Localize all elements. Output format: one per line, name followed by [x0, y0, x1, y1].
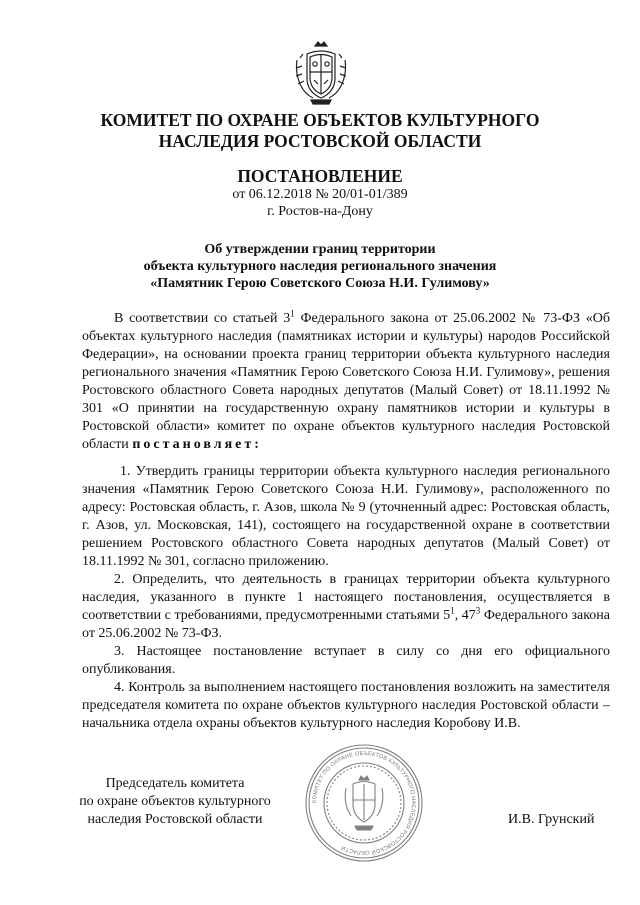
signatory-name: И.В. Грунский — [508, 812, 595, 827]
coat-of-arms-icon — [293, 40, 349, 106]
organization-name — [60, 110, 580, 152]
seal-text: КОМИТЕТ ПО ОХРАНЕ ОБЪЕКТОВ КУЛЬТУРНОГО НАСЛЕДИЯ РОСТОВСКОЙ ОБЛАСТИ — [311, 750, 417, 856]
resolution-item-2 — [82, 571, 610, 643]
item2-sup1: 1 — [450, 605, 455, 616]
subject-line2: объекта культурного наследия регионального значения — [143, 259, 497, 274]
document-date-number: от 06.12.2018 № 20/01-01/389 — [232, 187, 408, 202]
document-type: ПОСТАНОВЛЕНИЕ — [237, 166, 403, 186]
item2-part3: Федерального закона от 25.06.2002 № 73-ФЗ. — [82, 608, 611, 641]
organization-name-line2: НАСЛЕДИЯ РОСТОВСКОЙ ОБЛАСТИ — [158, 131, 482, 151]
resolution-item-1: 1. Утвердить границы территории объекта культурного наследия регионального значения «Памятник Герою Советского Союза Н.И. Гулимову», расположенного по адресу: Ростовская область, г. Азов, школа № 9 (уточненный адрес: Ростовская область, г. Азов, ул. Московская, 141), состоящего на государственной охране в соответствии решением Ростовского областного Совета народных депутатов (Малый Совет) от 18.11.1992 № 301, согласно приложению. — [82, 464, 610, 569]
signatory-title-line1: Председатель комитета — [105, 776, 245, 791]
signatory-title-line2: по охране объектов культурного — [79, 794, 271, 809]
preamble-sup1: 1 — [290, 308, 295, 319]
organization-name-line1: КОМИТЕТ ПО ОХРАНЕ ОБЪЕКТОВ КУЛЬТУРНОГО — [100, 110, 540, 130]
preamble-text-part1: В соответствии со статьей 3 — [114, 311, 291, 326]
subject-line3: «Памятник Герою Советского Союза Н.И. Гулимову» — [150, 276, 490, 291]
item2-part2: , 47 — [454, 608, 476, 623]
resolves-keyword: постановляет: — [132, 437, 262, 452]
resolution-item-4: 4. Контроль за выполнением настоящего постановления возложить на заместителя председателя комитета по охране объектов культурного наследия Ростовской области – начальника отдела охраны объектов культурного наследия Коробову И.В. — [82, 680, 610, 731]
item2-sup2: 3 — [475, 605, 481, 616]
signatory-title-line3: наследия Ростовской области — [87, 812, 263, 827]
official-seal-icon — [303, 742, 425, 864]
resolution-items — [82, 463, 610, 733]
signatory-title — [50, 775, 300, 829]
subject-line1: Об утверждении границ территории — [204, 242, 436, 257]
resolution-item-3: 3. Настоящее постановление вступает в силу со дня его официального опубликования. — [82, 644, 610, 677]
document-city: г. Ростов-на-Дону — [267, 204, 373, 219]
item2-part1: 2. Определить, что деятельность в границах территории объекта культурного наследия, указанного в пункте 1 настоящего постановления, осуществляется в соответствии с требованиями, предусмотренными статьями 5 — [82, 572, 610, 623]
document-subject — [60, 241, 580, 292]
preamble-paragraph — [82, 310, 610, 454]
preamble — [82, 310, 610, 454]
document-meta — [60, 186, 580, 220]
preamble-text-part2: Федерального закона от 25.06.2002 № 73-ФЗ «Об объектах культурного наследия (памятниках истории и культуры) народов Российской Федерации», на основании проекта границ территории объекта культурного наследия регионального значения «Памятник Герою Советского Союза Н.И. Гулимову», решения Ростовского областного Совета народных депутатов (Малый Совет) от 18.11.1992 № 301 «О принятии на государственную охрану памятников истории и культуры в Ростовской области» комитет по охране объектов культурного наследия Ростовской области — [82, 311, 610, 452]
